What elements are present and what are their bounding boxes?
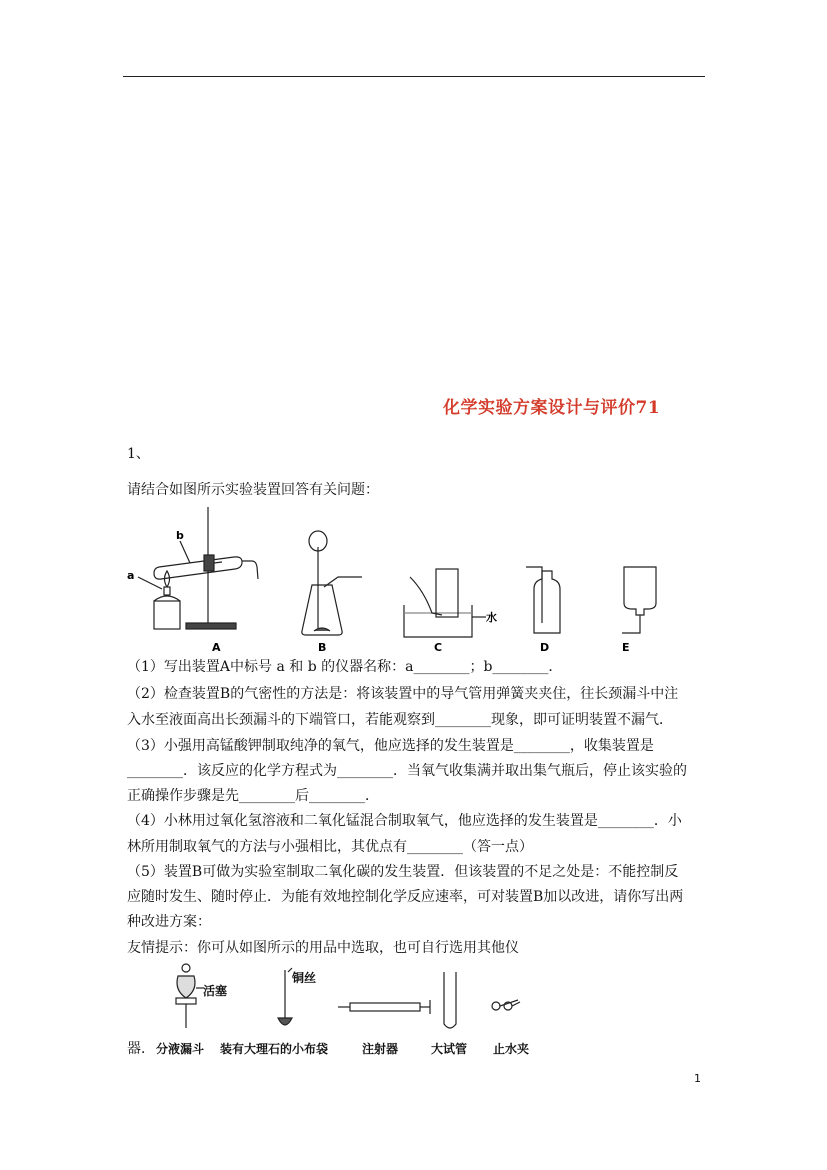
question-line: （5）装置B可做为实验室制取二氧化碳的发生装置．但该装置的不足之处是：不能控制反 [127, 864, 679, 880]
supply-label: 大试管 [431, 1042, 468, 1056]
document-title: 化学实验方案设计与评价71 [443, 398, 661, 418]
supply-label: 分液漏斗 [156, 1042, 205, 1056]
header-rule [123, 76, 705, 77]
callout-copper-wire: 铜丝 [292, 971, 317, 985]
apparatus-label-D: D [540, 641, 550, 654]
page-number: 1 [694, 1072, 701, 1085]
question-line: （1）写出装置A中标号 a 和 b 的仪器名称：a________；b________． [127, 659, 563, 675]
callout-stopcock: 活塞 [203, 984, 228, 998]
apparatus-label-C: C [434, 641, 443, 654]
question-line: ________．该反应的化学方程式为________．当氧气收集满并取出集气瓶后，停止该实验的 [127, 763, 687, 779]
question-line: （3）小强用高锰酸钾制取纯净的氧气，他应选择的发生装置是________，收集装置是 [127, 738, 654, 754]
question-line: （2）检查装置B的气密性的方法是：将该装置中的导气管用弹簧夹夹住，往长颈漏斗中注 [127, 686, 679, 702]
question-line: 林所用制取氧气的方法与小强相比，其优点有________（答一点） [127, 839, 533, 855]
question-number: 1、 [127, 446, 150, 462]
question-intro: 请结合如图所示实验装置回答有关问题： [127, 482, 379, 498]
label-a: a [127, 569, 135, 582]
question-line: 友情提示：你可从如图所示的用品中选取，也可自行选用其他仪 [127, 940, 519, 956]
question-line: 应随时发生、随时停止．为能有效地控制化学反应速率，可对装置B加以改进，请你写出两 [127, 889, 684, 905]
supply-label: 注射器 [362, 1042, 399, 1056]
question-line: （4）小林用过氧化氢溶液和二氧化锰混合制取氧气，他应选择的发生装置是________．小 [127, 813, 682, 829]
label-b: b [176, 529, 184, 542]
label-water: 水 [486, 611, 497, 624]
supplies-prefix: 器． [127, 1041, 155, 1057]
apparatus-label-B: B [318, 641, 327, 654]
supply-label: 装有大理石的小布袋 [220, 1042, 329, 1056]
question-line: 种改进方案： [127, 914, 211, 930]
question-line: 入水至液面高出长颈漏斗的下端管口，若能观察到________现象，即可证明装置不漏气． [127, 712, 673, 728]
supply-label: 止水夹 [493, 1042, 530, 1056]
apparatus-label-E: E [622, 641, 630, 654]
question-line: 正确操作步骤是先________后________． [127, 788, 379, 804]
apparatus-label-A: A [212, 641, 221, 654]
apparatus-figure [124, 505, 664, 655]
